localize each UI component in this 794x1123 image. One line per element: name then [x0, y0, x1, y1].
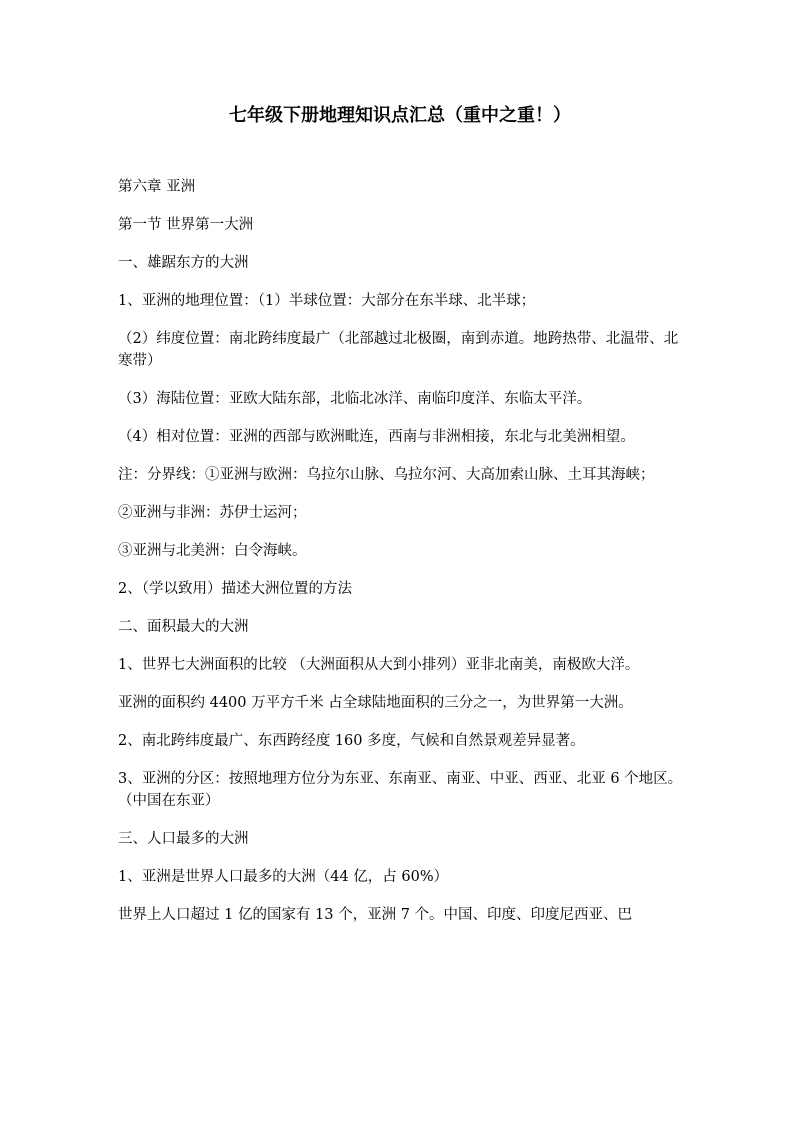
- paragraph-subheading-1: 一、雄踞东方的大洲: [118, 255, 249, 271]
- paragraph: 亚洲的面积约 4400 万平方千米 占全球陆地面积的三分之一，为世界第一大洲。: [118, 695, 633, 711]
- paragraph: ③亚洲与北美洲：白令海峡。: [118, 543, 307, 559]
- paragraph-section-heading: 第一节 世界第一大洲: [118, 217, 254, 233]
- paragraph-subheading-3: 三、人口最多的大洲: [118, 831, 249, 847]
- paragraph: （4）相对位置：亚洲的西部与欧洲毗连，西南与非洲相接，东北与北美洲相望。: [118, 429, 635, 445]
- paragraph: 世界上人口超过 1 亿的国家有 13 个，亚洲 7 个。中国、印度、印度尼西亚、巴: [118, 907, 633, 923]
- paragraph-chapter-heading: 第六章 亚洲: [118, 179, 196, 195]
- paragraph: ②亚洲与非洲：苏伊士运河；: [118, 505, 307, 521]
- paragraph-note: 注：分界线：①亚洲与欧洲：乌拉尔山脉、乌拉尔河、大高加索山脉、土耳其海峡；: [118, 467, 655, 483]
- paragraph: 3、亚洲的分区：按照地理方位分为东亚、东南亚、南亚、中亚、西亚、北亚 6 个地区。（中国在东亚）: [118, 771, 683, 809]
- document-title: 七年级下册地理知识点汇总（重中之重！）: [229, 105, 571, 126]
- paragraph: （3）海陆位置：亚欧大陆东部，北临北冰洋、南临印度洋、东临太平洋。: [118, 391, 592, 407]
- paragraph: 1、亚洲的地理位置：（1）半球位置：大部分在东半球、北半球；: [118, 293, 536, 309]
- document-body: [118, 176, 686, 942]
- paragraph: 2、南北跨纬度最广、东西跨经度 160 多度，气候和自然景观差异显著。: [118, 733, 585, 749]
- paragraph: （2）纬度位置：南北跨纬度最广（北部越过北极圈，南到赤道。地跨热带、北温带、北寒带）: [118, 331, 679, 369]
- paragraph-subheading-2: 二、面积最大的大洲: [118, 619, 249, 635]
- paragraph: 1、世界七大洲面积的比较 （大洲面积从大到小排列）亚非北南美，南极欧大洋。: [118, 657, 640, 673]
- paragraph: 1、亚洲是世界人口最多的大洲（44 亿，占 60%）: [118, 869, 449, 885]
- paragraph: 2、（学以致用）描述大洲位置的方法: [118, 581, 352, 597]
